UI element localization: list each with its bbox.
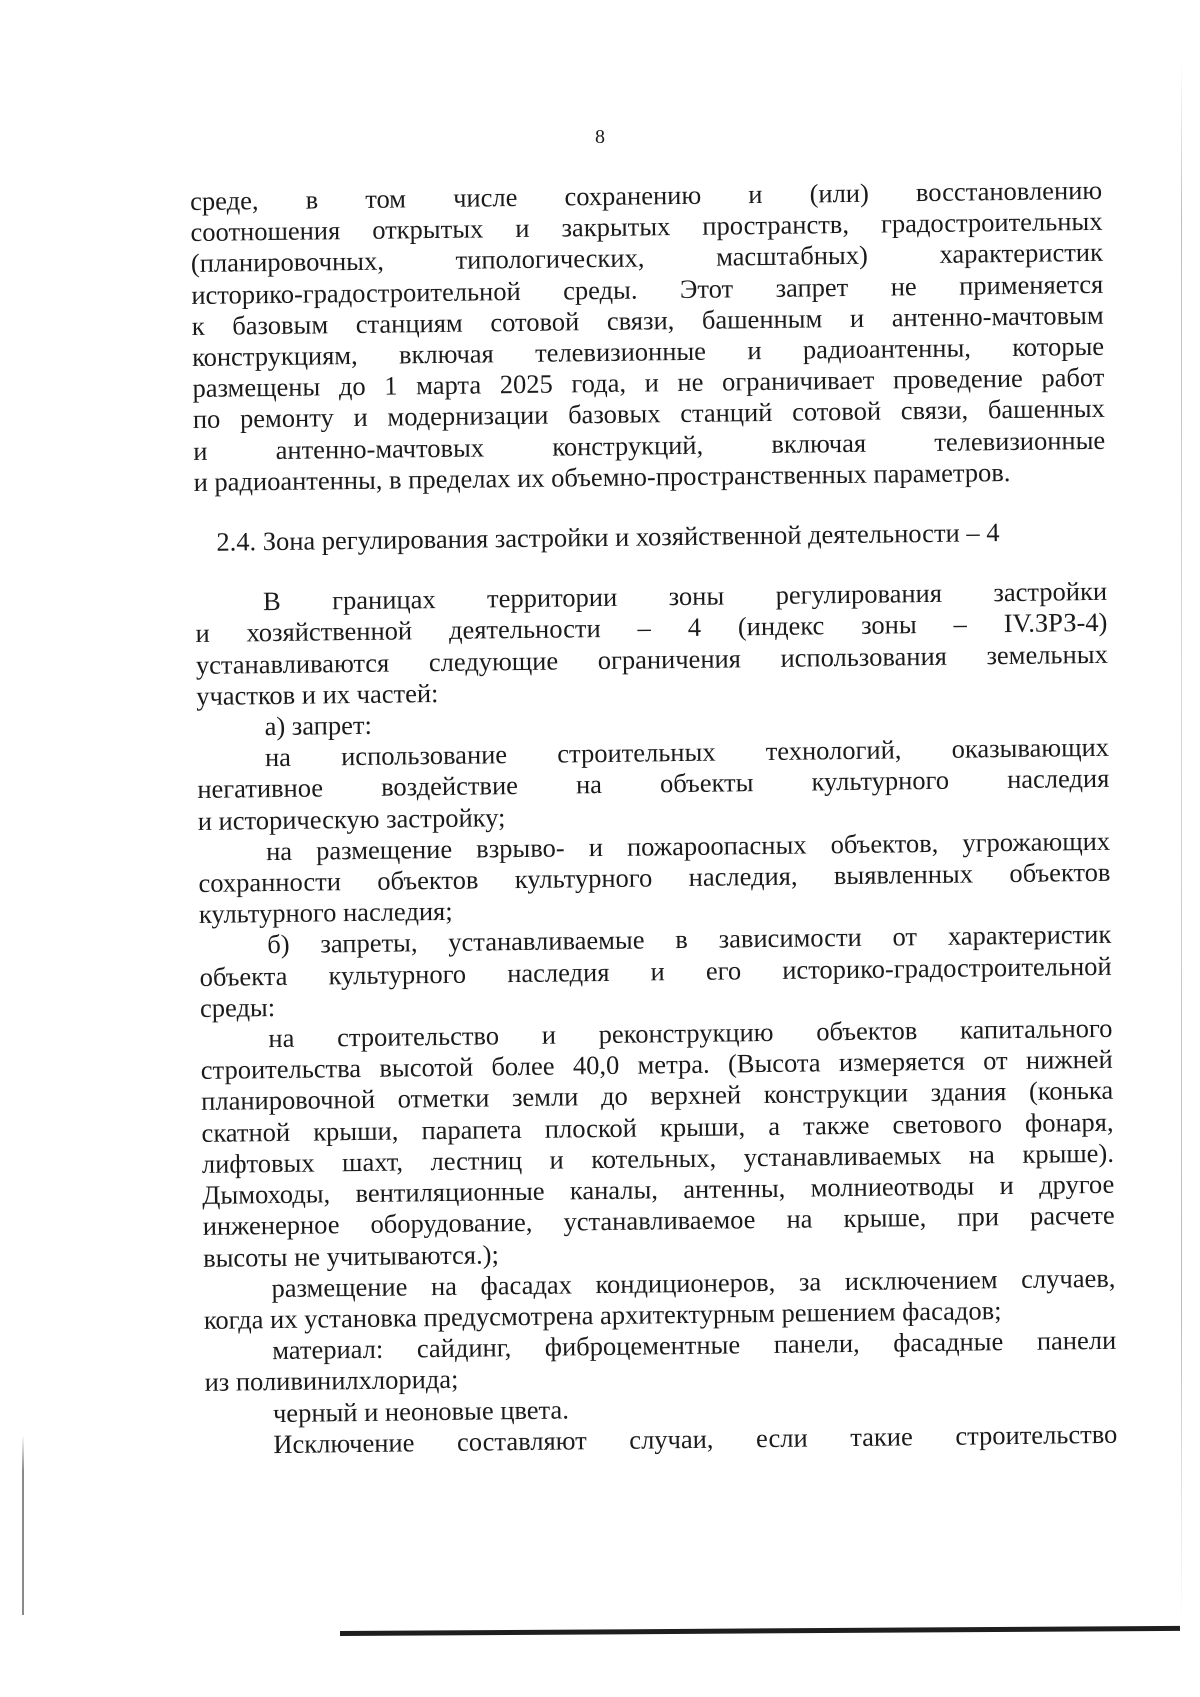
text-line: сохранности объектов культурного наследия, выявленных объектов bbox=[198, 856, 1111, 899]
text-line: среде, в том числе сохранению и (или) восстановлению bbox=[190, 174, 1103, 216]
text-line: когда их установка предусмотрена архитектурным решением фасадов; bbox=[203, 1295, 1002, 1335]
paragraph-colors: черный и неоновые цвета. bbox=[272, 1393, 570, 1428]
paragraph-hazardous-objects bbox=[198, 826, 1111, 931]
text-line: по ремонту и модернизации базовых станций сотовой связи, башенных bbox=[192, 393, 1105, 435]
text-line: В границах территории зоны регулирования застройки bbox=[262, 576, 1108, 617]
text-line: материал: сайдинг, фиброцементные панели, фасадные панели bbox=[272, 1324, 1117, 1366]
text-line: (планировочных, типологических, масштабных) характеристик bbox=[190, 237, 1104, 279]
text-line: на использование строительных технологий, оказывающих bbox=[264, 732, 1110, 773]
scan-edge-right bbox=[1181, 62, 1182, 1622]
text-line: участков и их частей: bbox=[196, 677, 439, 711]
text-line: и хозяйственной деятельности – 4 (индекс зоны – IV.ЗРЗ-4) bbox=[195, 607, 1108, 649]
text-line: б) запреты, устанавливаемые в зависимости от характеристик bbox=[267, 919, 1112, 960]
text-line: размещены до 1 марта 2025 года, и не ограничивает проведение работ bbox=[192, 362, 1105, 404]
text-line: культурного наследия; bbox=[198, 896, 453, 930]
text-line: из поливинилхлорида; bbox=[204, 1364, 459, 1398]
text-line: скатной крыши, парапета плоской крыши, а также светового фонаря, bbox=[201, 1106, 1114, 1148]
text-line: устанавливаются следующие ограничения использования земельных bbox=[195, 638, 1108, 680]
paragraph-zone-restrictions bbox=[195, 576, 1108, 712]
text-line: строительства высотой более 40,0 метра. (Высота измеряется от нижней bbox=[200, 1044, 1113, 1086]
text-line: историко-градостроительной среды. Этот запрет не применяется bbox=[191, 268, 1104, 310]
text-line: к базовым станциям сотовой связи, башенным и антенно-мачтовым bbox=[191, 299, 1104, 341]
text-line: и антенно-мачтовых конструкций, включая телевизионные bbox=[193, 424, 1106, 466]
paragraph-materials bbox=[204, 1325, 1117, 1399]
text-line: соотношения открытых и закрытых пространств, градостроительных bbox=[190, 206, 1103, 248]
text-line: инженерное оборудование, устанавливаемое на крыше, при расчете bbox=[202, 1200, 1115, 1242]
section-heading: 2.4. Зона регулирования застройки и хозяйственной деятельности – 4 bbox=[216, 517, 1000, 557]
text-line: Дымоходы, вентиляционные каналы, антенны, молниеотводы и другое bbox=[202, 1168, 1115, 1211]
text-line: среды: bbox=[199, 991, 276, 1023]
paragraph-height-limit bbox=[200, 1013, 1115, 1274]
text-line: высоты не учитываются.); bbox=[202, 1238, 500, 1273]
text-line: и радиоантенны, в пределах их объемно-пространственных параметров. bbox=[193, 456, 1011, 497]
document-body bbox=[190, 175, 1118, 1461]
scan-edge-left bbox=[22, 1435, 24, 1615]
paragraph-air-conditioners bbox=[203, 1262, 1116, 1336]
text-line: объекта культурного наследия и его историко-градостроительной bbox=[199, 950, 1112, 992]
paragraph-exceptions: Исключение составляют случаи, если такие строительство bbox=[273, 1418, 1118, 1459]
list-item-a: а) запрет: bbox=[264, 709, 373, 742]
text-line: и историческую застройку; bbox=[197, 801, 506, 836]
list-item-b bbox=[199, 919, 1112, 1024]
text-line: негативное воздействие на объекты культурного наследия bbox=[197, 763, 1110, 805]
text-line: на размещение взрыво- и пожароопасных объектов, угрожающих bbox=[265, 825, 1111, 866]
scan-edge-bottom bbox=[340, 1626, 1180, 1636]
text-line: на строительство и реконструкцию объектов капитального bbox=[268, 1012, 1113, 1054]
paragraph-continuation bbox=[190, 175, 1106, 498]
text-line: размещение на фасадах кондиционеров, за исключением случаев, bbox=[271, 1262, 1116, 1303]
text-line: лифтовых шахт, лестниц и котельных, устанавливаемых на крыше). bbox=[201, 1137, 1115, 1179]
text-line: конструкциям, включая телевизионные и радиоантенны, которые bbox=[191, 330, 1105, 373]
paragraph-technologies bbox=[197, 732, 1110, 837]
page-number: 8 bbox=[595, 126, 605, 148]
text-line: планировочной отметки земли до верхней конструкции здания (конька bbox=[201, 1075, 1114, 1117]
